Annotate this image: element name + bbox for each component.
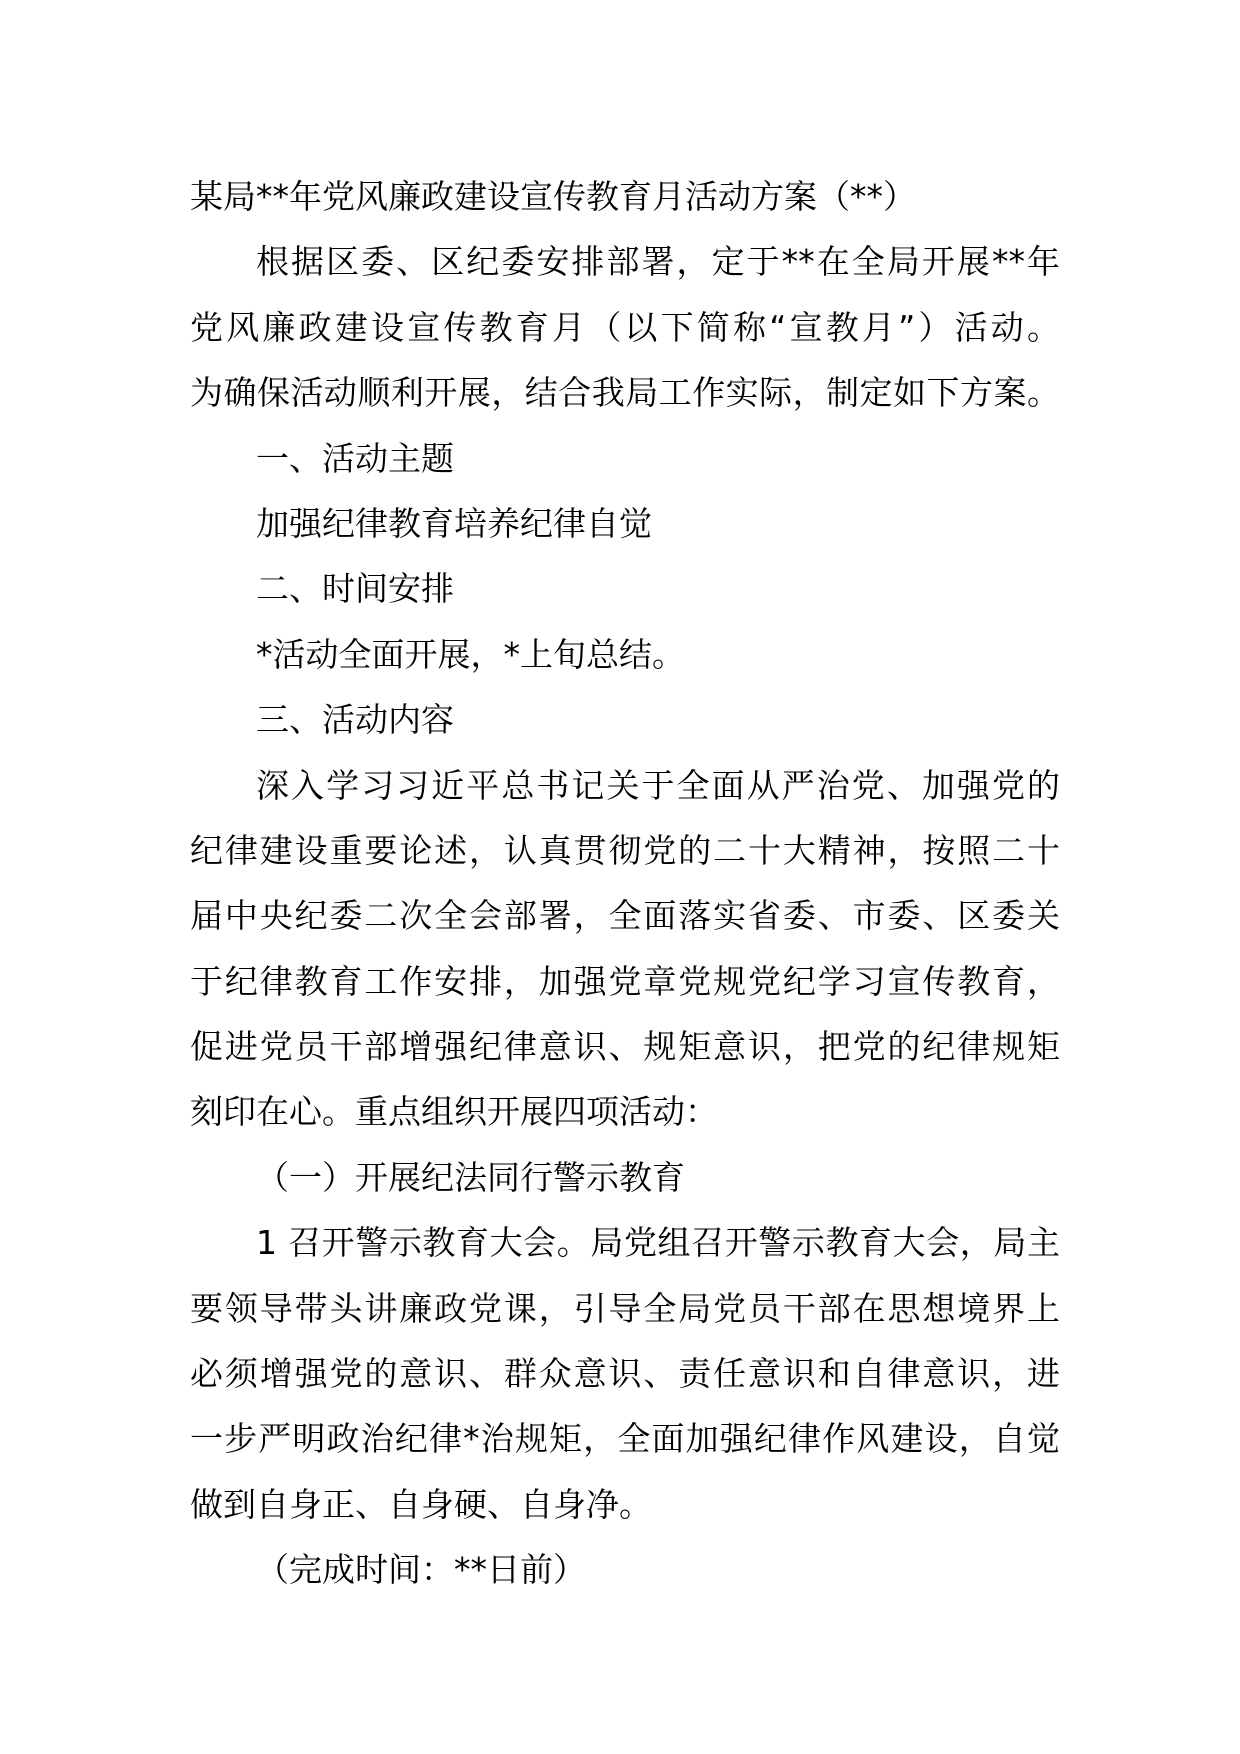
paragraph-line: 加强纪律教育培养纪律自觉 — [256, 503, 652, 543]
paragraph-line: 要领导带头讲廉政党课，引导全局党员干部在思想境界上 — [190, 1288, 1060, 1328]
paragraph-line: （一）开展纪法同行警示教育 — [256, 1157, 685, 1197]
document-body — [190, 237, 1060, 1610]
document-title: 某局**年党风廉政建设宣传教育月活动方案（**） — [190, 177, 916, 216]
paragraph-line: 党风廉政建设宣传教育月（以下简称“宣教月”）活动。 — [190, 307, 1060, 347]
paragraph-line: *活动全面开展，*上旬总结。 — [256, 634, 685, 674]
paragraph-line: 深入学习习近平总书记关于全面从严治党、加强党的 — [256, 765, 1060, 805]
paragraph-line: （完成时间：**日前） — [256, 1550, 586, 1590]
paragraph-line: 于纪律教育工作安排，加强党章党规党纪学习宣传教育， — [190, 961, 1060, 1001]
paragraph-line: 三、活动内容 — [256, 700, 454, 740]
paragraph-line: 1 召开警示教育大会。局党组召开警示教育大会，局主 — [256, 1223, 1060, 1263]
paragraph-line: 为确保活动顺利开展，结合我局工作实际，制定如下方案。 — [190, 373, 1060, 413]
paragraph-line: 一步严明政治纪律*治规矩，全面加强纪律作风建设，自觉 — [190, 1419, 1060, 1459]
paragraph-line: 纪律建设重要论述，认真贯彻党的二十大精神，按照二十 — [190, 830, 1060, 870]
paragraph-line: 促进党员干部增强纪律意识、规矩意识，把党的纪律规矩 — [190, 1027, 1060, 1067]
paragraph-line: 刻印在心。重点组织开展四项活动： — [190, 1092, 718, 1132]
paragraph-line: 一、活动主题 — [256, 438, 454, 478]
paragraph-line: 做到自身正、自身硬、自身净。 — [190, 1484, 652, 1524]
paragraph-line: 根据区委、区纪委安排部署，定于**在全局开展**年 — [256, 242, 1060, 282]
document-page — [190, 172, 1060, 1611]
paragraph-line: 二、时间安排 — [256, 569, 454, 609]
paragraph-line: 届中央纪委二次全会部署，全面落实省委、市委、区委关 — [190, 896, 1060, 936]
paragraph-line: 必须增强党的意识、群众意识、责任意识和自律意识，进 — [190, 1354, 1060, 1394]
